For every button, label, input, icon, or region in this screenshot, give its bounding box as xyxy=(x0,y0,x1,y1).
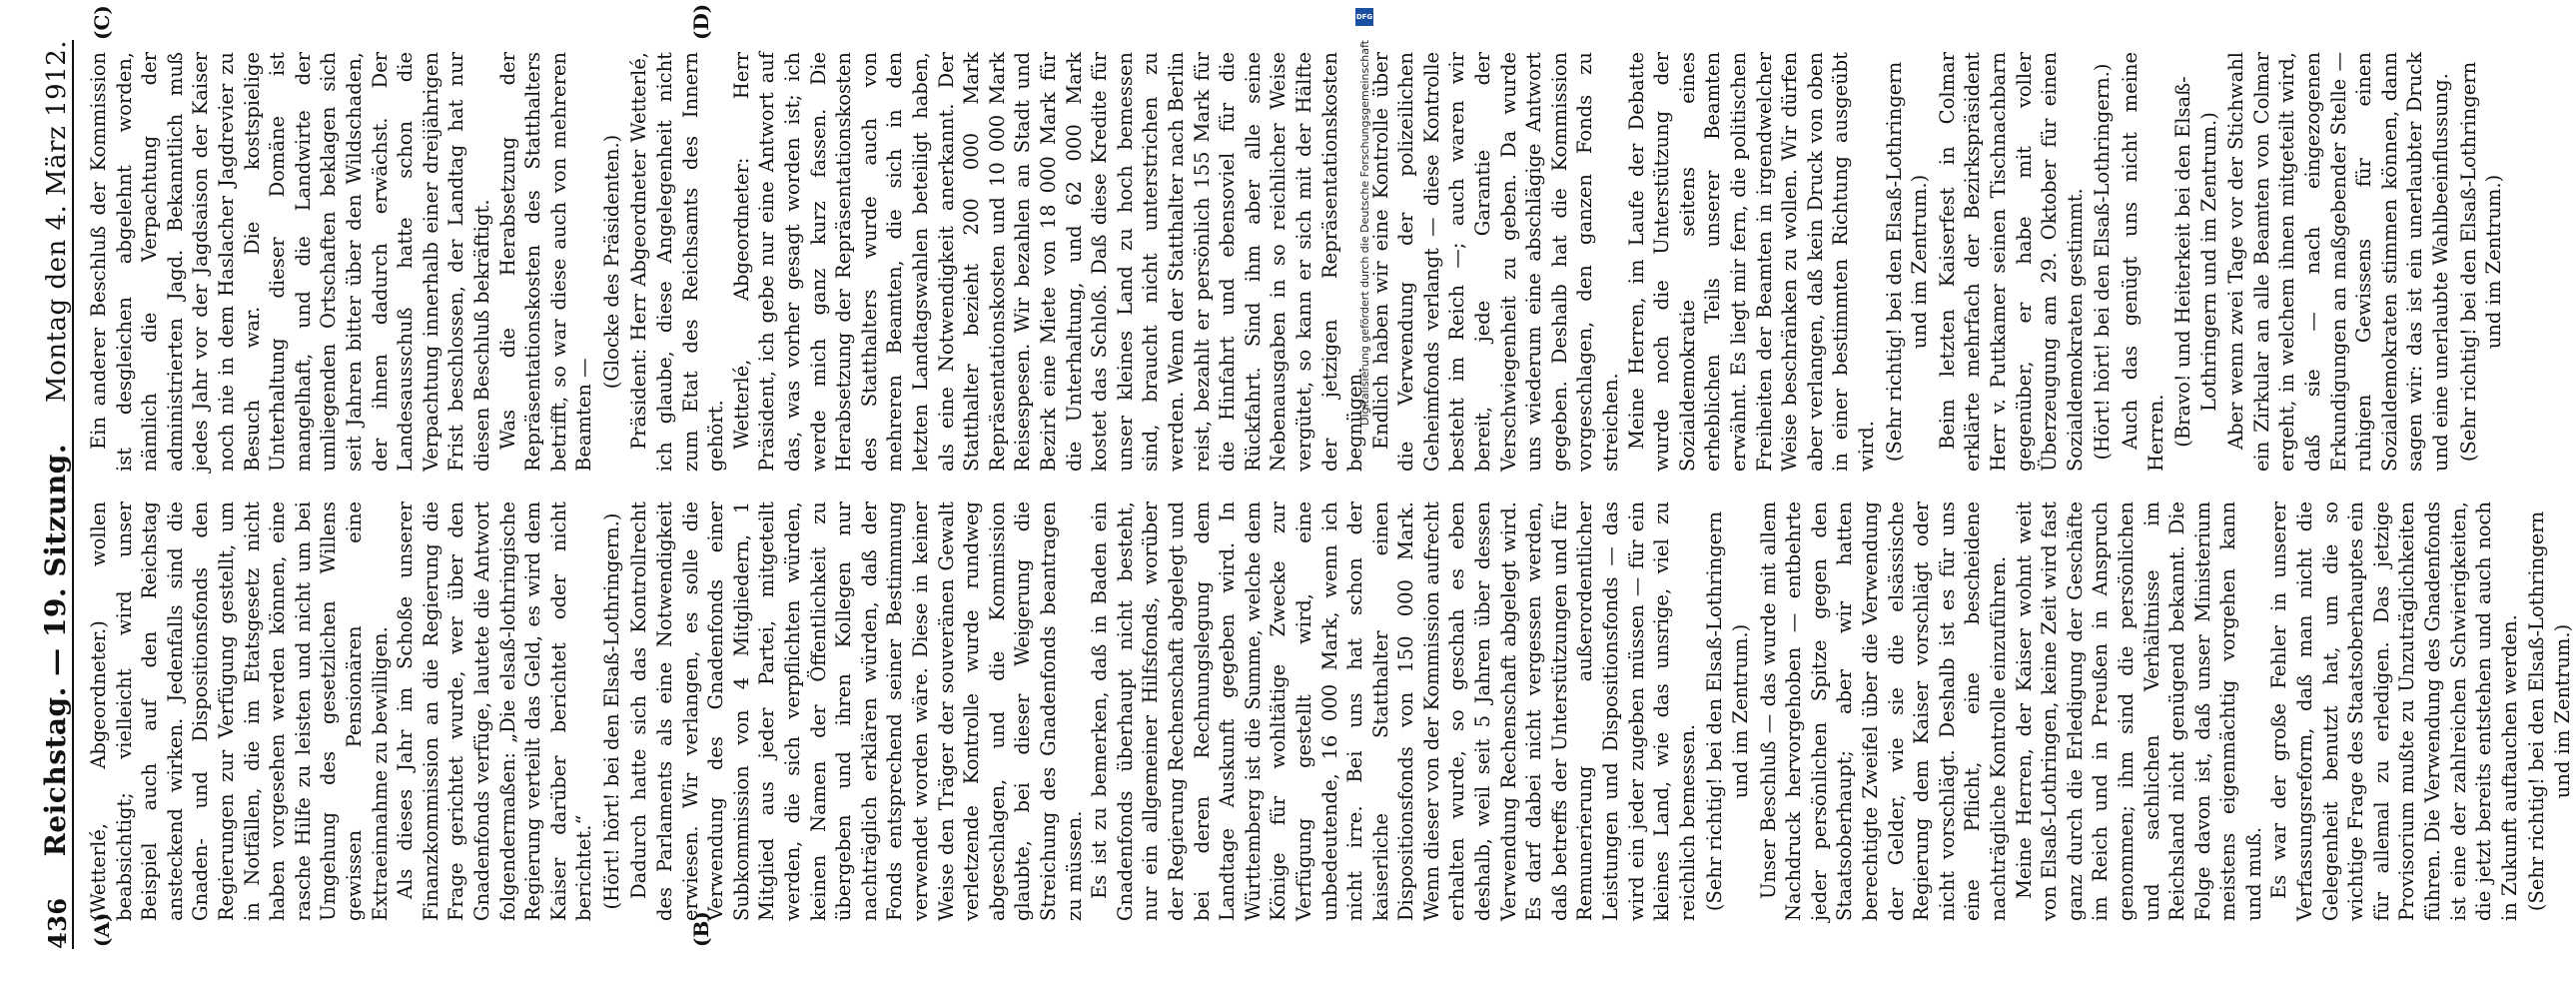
left-column xyxy=(86,501,2574,921)
page-title: Reichstag. — 19. Sitzung. xyxy=(39,443,72,857)
margin-marker-b: (B) xyxy=(689,911,713,947)
paragraph: Was die Herabsetzung der Repräsentationskosten des Statthalters betrifft, so war diese auch von mehreren Beamten — xyxy=(495,52,596,472)
paragraph: Präsident: Herr Abgeordneter Wetterlé, ich glaube, diese Angelegenheit nicht zum Etat des Reichsamts des Innern gehört. xyxy=(627,52,728,472)
paragraph: Endlich haben wir eine Kontrolle über die Verwendung der polizeilichen Geheimfonds verlangt — diese Kontrolle besteht im Reich —; auch waren wir bereit, jede Garantie der Verschwiegenheit zu geben. Da wurde uns wiederum eine abschlägige Antwort gegeben. Deshalb hat die Kommission vorgeschlagen, den ganzen Fonds zu streichen. xyxy=(1368,52,1623,472)
paragraph: Ein anderer Beschluß der Kommission ist desgleichen abgelehnt worden, nämlich die Verpachtung der administrierten Jagd. Bekanntlich muß jedes Jahr vor der Jagdsaison der Kaiser noch nie in dem Haslacher Jagdrevier zu Besuch war. Die kostspielige Unterhaltung dieser Domäne ist mangelhaft, und die Landwirte der umliegenden Ortschaften beklagen sich seit Jahren bitter über den Wildschaden, der ihnen dadurch erwächst. Der Landesausschuß hatte schon die Verpachtung innerhalb einer dreijährigen Frist beschlossen, der Landtag hat nur diesen Beschluß bekräftigt. xyxy=(87,52,493,472)
interjection: (Hört! hört! bei den Elsaß-Lothringern.) xyxy=(2091,63,2115,461)
dfg-logo-icon: DFG xyxy=(1355,8,1373,26)
interjection: (Bravo! und Heiterkeit bei den Elsaß-Lothringern und im Zentrum.) xyxy=(2171,76,2220,448)
margin-marker-c: (C) xyxy=(90,5,114,40)
interjection: (Sehr richtig! bei den Elsaß-Lothringern und im Zentrum.) xyxy=(1703,510,1752,912)
paragraph: Es ist zu bemerken, daß in Baden ein Gnadenfonds überhaupt nicht besteht, nur ein allgemeiner Hilfsfonds, worüber der Regierung Rechenschaft abgelegt und bei deren Rechnungslegung dem Landtage Auskunft gegeben wird. In Württemberg ist die Summe, welche dem Könige für wohltätige Zwecke zur Verfügung gestellt wird, eine unbedeutende, 16 000 Mark, wenn ich nicht irre. Bei uns hat schon der kaiserliche Statthalter einen Dispositionsfonds von 150 000 Mark. Wenn dieser von der Kommission aufrecht erhalten wurde, so geschah es eben deshalb, weil seit 5 Jahren über dessen Verwendung Rechenschaft abgelegt wird. Es darf dabei nicht vergessen werden, daß betreffs der Unterstützungen und für Remunerierung außerordentlicher Leistungen und Dispositionsfonds — das wird ein jeder zugeben müssen — für ein kleines Land, wie das unsrige, viel zu reichlich bemessen. xyxy=(1088,501,1699,921)
paragraph: Beim letzten Kaiserfest in Colmar erklärte mehrfach der Bezirkspräsident Herr v. Puttkamer seinen Tischnachbarn gegenüber, er habe mit voller Überzeugung am 29. Oktober für einen Sozialdemokraten gestimmt. xyxy=(1935,52,2087,472)
page-number: 436 xyxy=(43,897,72,949)
paragraph: Als dieses Jahr im Schoße unserer Finanzkommission an die Regierung die Frage gerichtet wurde, wer über den Gnadenfonds verfüge, lautete die Antwort folgendermaßen: „Die elsaß-lothringische Regierung verteilt das Geld, es wird dem Kaiser darüber berichtet oder nicht berichtet.“ xyxy=(394,501,596,921)
paragraph: Wetterlé, Abgeordneter: Herr Präsident, ich gebe nur eine Antwort auf das, was vorher gesagt worden ist; ich werde mich ganz kurz fassen. Die Herabsetzung der Repräsentationskosten des Statthalters wurde auch von mehreren Beamten, die sich in den letzten Landtagswahlen beteiligt haben, als eine Notwendigkeit anerkannt. Der Statthalter bezieht 200 000 Mark Repräsentationskosten und 10 000 Mark Reisespesen. Wir bezahlen an Stadt und Bezirk eine Miete von 18 000 Mark für die Unterhaltung, und 62 000 Mark kostet das Schloß. Daß diese Kredite für unser kleines Land zu hoch bemessen sind, braucht nicht unterstrichen zu werden. Wenn der Statthalter nach Berlin reist, bezahlt er persönlich 155 Mark für die Hinfahrt und ebensoviel für die Rückfahrt. Sind ihm aber alle seine Nebenausgaben in so reichlicher Weise vergütet, so kann er sich mit der Hälfte der jetzigen Repräsentationskosten begnügen. xyxy=(729,52,1367,472)
digitization-credit: Digitalisierung gefördert durch die Deutsche Forschungsgemeinschaft xyxy=(1358,40,1371,426)
page-header xyxy=(38,40,74,949)
paragraph: Meine Herren, der Kaiser wohnt weit von Elsaß-Lothringen, keine Zeit wird fast ganz durch die Erledigung der Geschäfte im Reich und in Preußen in Anspruch genommen; ihm sind die persönlichen und sachlichen Verhältnisse im Reichsland nicht genügend bekannt. Die Folge davon ist, daß unser Ministerium meistens eigenmächtig vorgehen kann und muß. xyxy=(2012,501,2265,921)
interjection: (Glocke des Präsidenten.) xyxy=(599,134,623,390)
paragraph: (Wetterlé, Abgeordneter.) wollen beabsichtigt; vielleicht wird unser Beispiel auch auf den Reichstag ansteckend wirken. Jedenfalls sind die Gnaden- und Dispositionsfonds den Regierungen zur Verfügung gestellt, um in Notfällen, die im Etatsgesetz nicht haben vorgesehen werden können, eine rasche Hilfe zu leisten und nicht um bei Umgehung des gesetzlichen Willens gewissen Pensionären eine Extraeinnahme zu bewilligen. xyxy=(87,501,392,921)
margin-marker-a: (A) xyxy=(90,912,114,947)
paragraph: Aber wenn zwei Tage vor der Stichwahl ein Zirkular an alle Beamten von Colmar ergeht, in welchem ihnen mitgeteilt wird, daß sie — nach eingezogenen Erkundigungen an maßgebender Stelle — ruhigen Gewissens für einen Sozialdemokraten stimmen können, dann sagen wir: das ist ein unerlaubter Druck und eine unerlaubte Wahlbeeinflussung. xyxy=(2224,52,2453,472)
interjection: (Sehr richtig! bei den Elsaß-Lothringern und im Zentrum.) xyxy=(1882,61,1932,463)
margin-marker-d: (D) xyxy=(689,3,713,40)
paragraph: Unser Beschluß — das wurde mit allem Nachdruck hervorgehoben — entbehrte jeder persönlichen Spitze gegen den Staatsoberhaupt; aber wir hatten berechtigte Zweifel über die Verwendung der Gelder, wie sie die elsässische Regierung dem Kaiser vorschlägt oder nicht vorschlägt. Deshalb ist es für uns eine Pflicht, eine bescheidene nachträgliche Kontrolle einzuführen. xyxy=(1756,501,2010,921)
interjection: (Sehr richtig! bei den Elsaß-Lothringern und im Zentrum.) xyxy=(2456,61,2506,463)
paragraph: Es war der große Fehler in unserer Verfassungsreform, daß man nicht die Gelegenheit benutzt hat, um die so wichtige Frage des Staatsoberhauptes ein für allemal zu erledigen. Das jetzige Provisorium mußte zu Unzuträglichkeiten führen. Die Verwendung des Gnadenfonds ist eine der zahlreichen Schwierigkeiten, die jetzt bereits entstehen und auch noch in Zukunft auftauchen werden. xyxy=(2267,501,2521,921)
interjection: (Hört! hört! bei den Elsaß-Lothringern.) xyxy=(599,512,623,910)
paragraph: Meine Herren, im Laufe der Debatte wurde noch die Unterstützung der Sozialdemokratie seitens eines erheblichen Teils unserer Beamten erwähnt. Es liegt mir fern, die politischen Freiheiten der Beamten in irgendwelcher Weise beschränken zu wollen. Wir dürfen aber verlangen, daß kein Druck von oben in einer bestimmten Richtung ausgeübt wird. xyxy=(1624,52,1878,472)
paragraph: Dadurch hatte sich das Kontrollrecht des Parlaments als eine Notwendigkeit erwiesen. Wir verlangen, es solle die Verwendung des Gnadenfonds einer Subkommission von 4 Mitgliedern, 1 Mitglied aus jeder Partei, mitgeteilt werden, die sich verpflichten würden, keinen Namen der Öffentlichkeit zu übergeben und ihren Kollegen nur nachträglich erklären würden, daß der Fonds entsprechend seiner Bestimmung verwendet worden wäre. Diese in keiner Weise den Träger der souveränen Gewalt verletzende Kontrolle wurde rundweg abgeschlagen, und die Kommission glaubte, bei dieser Weigerung die Streichung des Gnadenfonds beantragen zu müssen. xyxy=(627,501,1086,921)
interjection: (Sehr richtig! bei den Elsaß-Lothringern und im Zentrum.) xyxy=(2525,510,2574,912)
paragraph: Auch das genügt uns nicht meine Herren. xyxy=(2118,52,2167,472)
page-date: Montag den 4. März 1912. xyxy=(42,40,72,403)
